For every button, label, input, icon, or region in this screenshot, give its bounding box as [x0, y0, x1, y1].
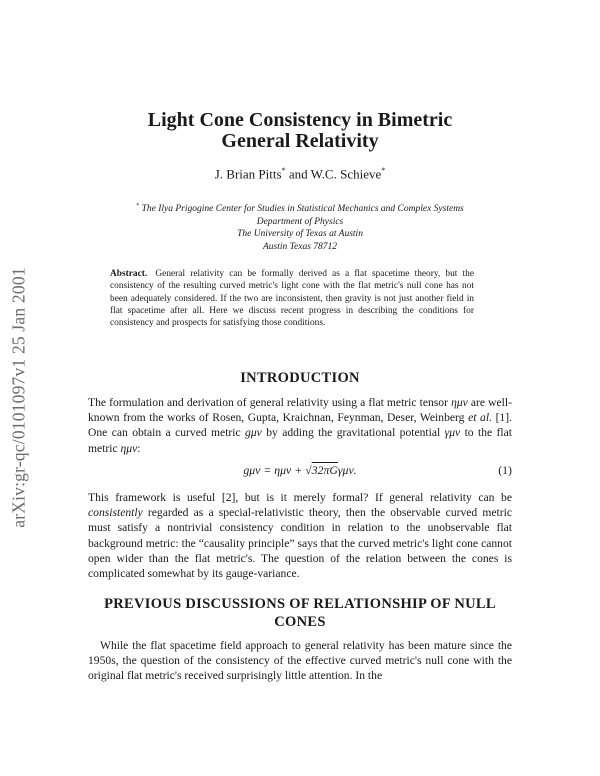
equation-1 [88, 463, 512, 481]
previous-discussions-paragraph-1: While the flat spacetime field approach to general relativity has been mature since the 1950s, the question of the consistency of the effective curved metric's null cone with the original flat metric's received surprisingly little attention. In the [88, 639, 512, 683]
g-symbol: gμν [245, 426, 262, 440]
section-heading-introduction: INTRODUCTION [240, 370, 360, 386]
affiliation-center: * The Ilya Prigogine Center for Studies in Statistical Mechanics and Complex Systems [136, 203, 464, 215]
sqrt-sign: √ [305, 463, 312, 477]
affiliation-city: Austin Texas 78712 [262, 241, 338, 252]
author-1-mark: * [281, 166, 286, 175]
author-separator: and [285, 166, 311, 182]
eta-symbol-2: ημν [120, 441, 138, 455]
equation-number: (1) [498, 463, 512, 477]
abstract-text: General relativity can be formally derived as a flat spacetime theory, but the consistency of the resulting curved metric's light cone with the flat metric's null cone has not been adequately considered. If the two are inconsistent, then gravity is not just another field in flat spacetime after all. Here we discuss recent progress in describing the conditions for consistency and prospects for satisfying those conditions. [110, 269, 475, 329]
author-1: J. Brian Pitts [214, 166, 282, 182]
authors [0, 166, 600, 182]
arxiv-identifier-text: arXiv:gr-qc/0101097v1 25 Jan 2001 [8, 266, 29, 528]
title-line-2: General Relativity [221, 130, 379, 152]
author-2: W.C. Schieve [310, 166, 382, 182]
abstract-label: Abstract. [110, 269, 148, 279]
affiliation [0, 200, 600, 253]
affiliation-mark: * [136, 203, 140, 209]
gamma-symbol: γμν [444, 426, 461, 440]
abstract [110, 268, 474, 329]
affiliation-dept: Department of Physics [256, 216, 344, 227]
consistently-emphasis: consistently [88, 506, 143, 520]
intro-paragraph-2: This framework is useful [2], but is it merely formal? If general relativity can be consistently regarded as a special-relativistic theory, then the observable curved metric must satisfy a nontrivial consistency condition in relation to the unobservable flat background metric: the “causality principle” says that the curved metric's light cone cannot open wider than the flat metric's. The question of the relation between the cones is complicated somewhat by its gauge-variance. [88, 491, 512, 581]
et-al: et al. [468, 411, 492, 425]
eta-symbol: ημν [451, 396, 468, 409]
arxiv-identifier [4, 212, 34, 582]
section-heading-previous-discussions: PREVIOUS DISCUSSIONS OF RELATIONSHIP OF NULL CONES [104, 596, 496, 630]
author-2-mark: * [381, 166, 386, 175]
intro-paragraph-1: The formulation and derivation of general relativity using a flat metric tensor ημν are well-known from the works of Rosen, Gupta, Kraichnan, Feynman, Deser, Weinberg et al. [1]. One can obtain a curved metric gμν by adding the gravitational potential γμν to the flat metric ημν: [88, 396, 512, 455]
sqrt-radicand: 32πG [311, 463, 338, 477]
paper-title [0, 110, 600, 152]
affiliation-univ: The University of Texas at Austin [237, 229, 363, 240]
title-line-1: Light Cone Consistency in Bimetric [147, 109, 453, 131]
equation-body: gμν = ημν + √32πGγμν. [243, 463, 357, 477]
